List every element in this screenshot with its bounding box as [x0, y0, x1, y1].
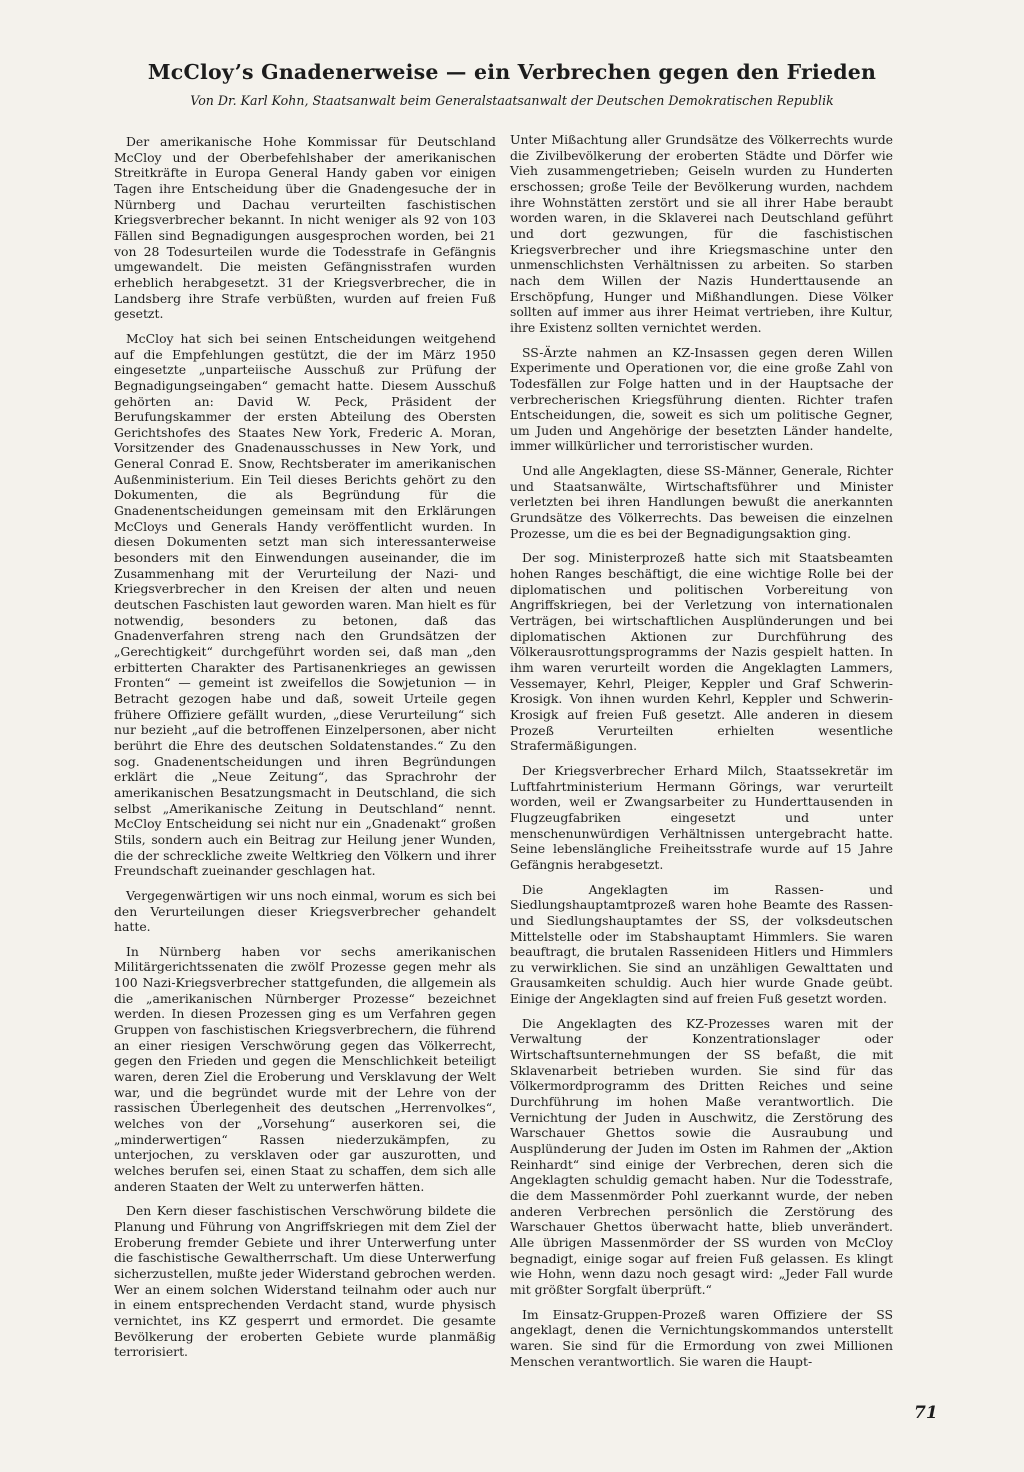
paragraph: In Nürnberg haben vor sechs amerikanischen Militärgerichtssenaten die zwölf Prozesse gegen mehr als 100 Nazi-Kriegsverbrecher stattgefunden, die allgemein als die „amerikanischen Nürnberger Prozesse“ bezeichnet werden. In diesen Prozessen ging es um Verfahren gegen Gruppen von faschistischen Kriegsverbrechern, die führend an einer riesigen Verschwörung gegen das Völkerrecht, gegen den Frieden und gegen die Menschlichkeit beteiligt waren, deren Ziel die Eroberung und Versklavung der Welt war, und die begründet wurde mit der Lehre von der rassischen Überlegenheit des deutschen „Herrenvolkes“, welches von der „Vorsehung“ auserkoren sei, die „minderwertigen“ Rassen niederzukämpfen, zu unterjochen, zu versklaven oder gar auszurotten, und welches berufen sei, einen Staat zu schaffen, dem sich alle anderen Staaten der Welt zu unterwerfen hätten.	[114, 943, 496, 1194]
page-number: 71	[914, 1403, 938, 1423]
paragraph: Im Einsatz-Gruppen-Prozeß waren Offiziere der SS angeklagt, denen die Vernichtungskommandos unterstellt waren. Sie sind für die Ermordung von zwei Millionen Menschen verantwortlich. Sie waren die Haupt-	[510, 1306, 893, 1369]
paragraph: McCloy hat sich bei seinen Entscheidungen weitgehend auf die Empfehlungen gestützt, die der im März 1950 eingesetzte „unparteiische Ausschuß zur Prüfung der Begnadigungseingaben“ gemacht hatte. Diesem Ausschuß gehörten an: David W. Peck, Präsident der Berufungskammer der ersten Abteilung des Obersten Gerichtshofes des Staates New York, Frederic A. Moran, Vorsitzender des Gnadenausschusses in New York, und General Conrad E. Snow, Rechtsberater im amerikanischen Außenministerium. Ein Teil dieses Berichts gehört zu den Dokumenten, die als Begründung für die Gnadenentscheidungen gemeinsam mit den Erklärungen McCloys und Generals Handy veröffentlicht wurden. In diesen Dokumenten setzt man sich interessanterweise besonders mit den Einwendungen auseinander, die im Zusammenhang mit der Verurteilung der Nazi- und Kriegsverbrecher in den Kreisen der alten und neuen deutschen Faschisten laut geworden waren. Man hielt es für notwendig, besonders zu betonen, daß das Gnadenverfahren streng nach den Grundsätzen der „Gerechtigkeit“ durchgeführt worden sei, daß man „den erbitterten Charakter des Partisanenkrieges an gewissen Fronten“ — gemeint ist zweifellos die Sowjetunion — in Betracht gezogen habe und daß, soweit Urteile gegen frühere Offiziere gefällt wurden, „diese Verurteilung“ sich nur bezieht „auf die betroffenen Einzelpersonen, aber nicht berührt die Ehre des deutschen Soldatenstandes.“ Zu den sog. Gnadenentscheidungen und ihren Begründungen erklärt die „Neue Zeitung“, das Sprachrohr der amerikanischen Besatzungsmacht in Deutschland, die sich selbst „Amerikanische Zeitung in Deutschland“ nennt. McCloy Entscheidung sei nicht nur ein „Gnadenakt“ großen Stils, sondern auch ein Beitrag zur Heilung jener Wunden, die der schreckliche zweite Weltkrieg den Völkern und ihrer Freundschaft zueinander geschlagen hat.	[114, 330, 496, 879]
text-column-left	[114, 134, 496, 1369]
paragraph: Der sog. Ministerprozeß hatte sich mit Staatsbeamten hohen Ranges beschäftigt, die eine wichtige Rolle bei der diplomatischen und politischen Vorbereitung von Angriffskriegen, bei der Verletzung von internationalen Verträgen, bei wirtschaftlichen Ausplünderungen und bei diplomatischen Aktionen zur Durchführung des Völkerausrottungsprogramms der Nazis gespielt hatten. In ihm waren verurteilt worden die Angeklagten Lammers, Vessemayer, Kehrl, Pleiger, Keppler und Graf Schwerin-Krosigk. Von ihnen wurden Kehrl, Keppler und Schwerin-Krosigk auf freien Fuß gesetzt. Alle anderen in diesem Prozeß Verurteilten erhielten wesentliche Strafermäßigungen.	[510, 550, 893, 754]
paragraph: Unter Mißachtung aller Grundsätze des Völkerrechts wurde die Zivilbevölkerung der eroberten Städte und Dörfer wie Vieh zusammengetrieben; Geiseln wurden zu Hunderten erschossen; große Teile der Bevölkerung wurden, nachdem ihre Wohnstätten zerstört und sie all ihrer Habe beraubt worden waren, in die Sklaverei nach Deutschland geführt und dort gezwungen, für die faschistischen Kriegsverbrecher und ihre Kriegsmaschine unter den unmenschlichsten Verhältnissen zu arbeiten. So starben nach dem Willen der Nazis Hunderttausende an Erschöpfung, Hunger und Mißhandlungen. Diese Völker sollten auf immer aus ihrer Heimat vertrieben, ihre Kultur, ihre Existenz sollten vernichtet werden.	[510, 132, 893, 335]
article-byline: Von Dr. Karl Kohn, Staatsanwalt beim Generalstaatsanwalt der Deutschen Demokratischen Republik	[190, 93, 834, 108]
paragraph: Der amerikanische Hohe Kommissar für Deutschland McCloy und der Oberbefehlshaber der amerikanischen Streitkräfte in Europa General Handy gaben vor einigen Tagen ihre Entscheidung über die Gnadengesuche der in Nürnberg und Dachau verurteilten faschistischen Kriegsverbrecher bekannt. In nicht weniger als 92 von 103 Fällen sind Begnadigungen ausgesprochen worden, bei 21 von 28 Todesurteilen wurde die Todesstrafe in Gefängnis umgewandelt. Die meisten Gefängnisstrafen wurden erheblich herabgesetzt. 31 der Kriegsverbrecher, die in Landsberg ihre Strafe verbüßten, wurden auf freien Fuß gesetzt.	[114, 134, 496, 322]
text-column-right	[510, 132, 893, 1378]
paragraph: SS-Ärzte nahmen an KZ-Insassen gegen deren Willen Experimente und Operationen vor, die eine große Zahl von Todesfällen zur Folge hatten und in der Hauptsache der verbrecherischen Kriegsführung dienten. Richter trafen Entscheidungen, die, soweit es sich um politische Gegner, um Juden und Angehörige der besetzten Länder handelte, immer willkürlicher und terroristischer wurden.	[510, 344, 893, 454]
paragraph: Die Angeklagten im Rassen- und Siedlungshauptamtprozeß waren hohe Beamte des Rassen- und Siedlungshauptamtes der SS, der volksdeutschen Mittelstelle oder im Stabshauptamt Himmlers. Sie waren beauftragt, die brutalen Rassenideen Hitlers und Himmlers zu verwirklichen. Sie sind an unzähligen Gewalttaten und Grausamkeiten schuldig. Auch hier wurde Gnade geübt. Einige der Angeklagten sind auf freien Fuß gesetzt worden.	[510, 881, 893, 1007]
paragraph: Und alle Angeklagten, diese SS-Männer, Generale, Richter und Staatsanwälte, Wirtschaftsführer und Minister verletzten bei ihren Handlungen bewußt die anerkannten Grundsätze des Völkerrechts. Das beweisen die einzelnen Prozesse, um die es bei der Begnadigungsaktion ging.	[510, 463, 893, 541]
paragraph: Den Kern dieser faschistischen Verschwörung bildete die Planung und Führung von Angriffskriegen mit dem Ziel der Eroberung fremder Gebiete und ihrer Unterwerfung unter die faschistische Gewaltherrschaft. Um diese Unterwerfung sicherzustellen, mußte jeder Widerstand gebrochen werden. Wer an einem solchen Widerstand teilnahm oder auch nur in einem entsprechenden Verdacht stand, wurde physisch vernichtet, ins KZ gesperrt und ermordet. Die gesamte Bevölkerung der eroberten Gebiete wurde planmäßig terrorisiert.	[114, 1203, 496, 1360]
paragraph: Vergegenwärtigen wir uns noch einmal, worum es sich bei den Verurteilungen dieser Kriegsverbrecher gehandelt hatte.	[114, 887, 496, 935]
paragraph: Die Angeklagten des KZ-Prozesses waren mit der Verwaltung der Konzentrationslager oder Wirtschaftsunternehmungen der SS befaßt, die mit Sklavenarbeit betrieben wurden. Sie sind für das Völkermordprogramm des Dritten Reiches und seine Durchführung im hohen Maße verantwortlich. Die Vernichtung der Juden in Auschwitz, die Zerstörung des Warschauer Ghettos sowie die Ausraubung und Ausplünderung der Juden im Osten im Rahmen der „Aktion Reinhardt“ sind einige der Verbrechen, deren sich die Angeklagten schuldig gemacht haben. Nur die Todesstrafe, die dem Massenmörder Pohl zuerkannt wurde, der neben anderen Verbrechen persönlich die Zerstörung des Warschauer Ghettos überwacht hatte, blieb unverändert. Alle übrigen Massenmörder der SS wurden von McCloy begnadigt, einige sogar auf freien Fuß gelassen. Es klingt wie Hohn, wenn dazu noch gesagt wird: „Jeder Fall wurde mit größter Sorgfalt überprüft.“	[510, 1015, 893, 1297]
article-title: McCloy’s Gnadenerweise — ein Verbrechen gegen den Frieden	[147, 60, 877, 84]
paragraph: Der Kriegsverbrecher Erhard Milch, Staatssekretär im Luftfahrtministerium Hermann Görings, war verurteilt worden, weil er Zwangsarbeiter zu Hunderttausenden in Flugzeugfabriken eingesetzt und unter menschenunwürdigen Verhältnissen untergebracht hatte. Seine lebenslängliche Freiheitsstrafe wurde auf 15 Jahre Gefängnis herabgesetzt.	[510, 762, 893, 872]
